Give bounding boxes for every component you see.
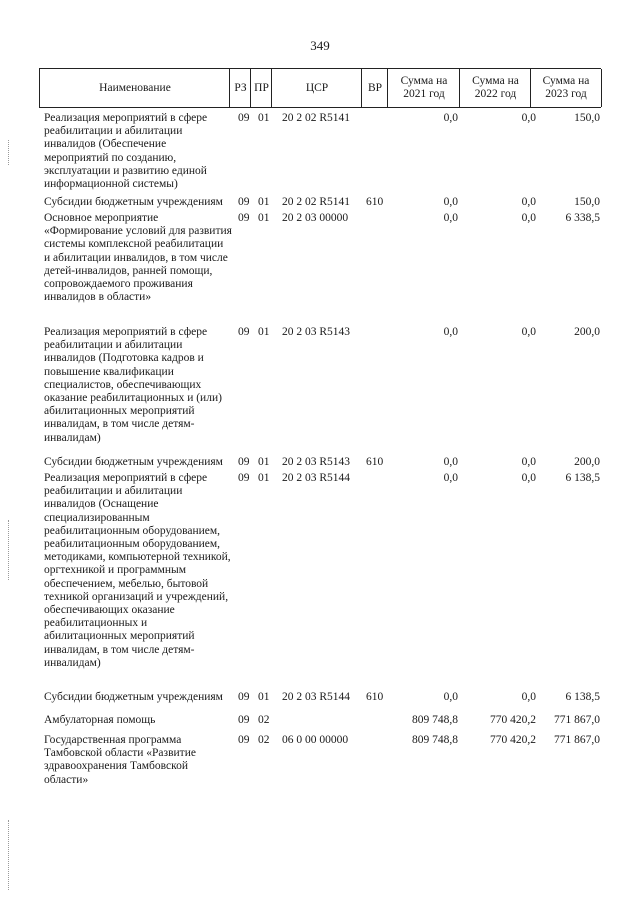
cell-rz: 09: [238, 112, 250, 124]
header-vr: ВР: [361, 69, 388, 107]
cell-name: Субсидии бюджетным учреждениям: [44, 691, 223, 703]
cell-name: Государственная программа Тамбовской области «Развитие здравоохранения Тамбовской области»: [44, 734, 196, 786]
scan-artifact: [8, 140, 10, 165]
header-sum-2023: Сумма на 2023 год: [530, 69, 602, 107]
cell-s1: 0,0: [443, 472, 458, 484]
cell-pr: 01: [258, 326, 270, 338]
cell-s2: 0,0: [521, 472, 536, 484]
cell-csr: 06 0 00 00000: [282, 734, 349, 746]
cell-s1: 0,0: [443, 196, 458, 208]
cell-pr: 01: [258, 456, 270, 468]
cell-rz: 09: [238, 472, 250, 484]
cell-rz: 09: [238, 691, 250, 703]
cell-s3: 6 138,5: [565, 691, 600, 703]
cell-pr: 02: [258, 714, 270, 726]
cell-name: Реализация мероприятий в сфере реабилитации и абилитации инвалидов (Оснащение специализированным реабилитационным оборудованием, реабилитационным оборудованием, методиками, компьютерной техникой, оргтехникой и программным обеспечением, мебелью, бытовой техникой организаций и учреждений, обеспечивающих оказание реабилитационных и абилитационных мероприятий инвалидам, в том числе детям-инвалидам): [44, 472, 231, 669]
header-csr: ЦСР: [271, 69, 362, 107]
cell-pr: 01: [258, 112, 270, 124]
cell-name: Реализация мероприятий в сфере реабилитации и абилитации инвалидов (Обеспечение мероприятий по созданию, эксплуатации и развитию единой информационной системы): [44, 112, 208, 191]
header-sum-2021: Сумма на 2021 год: [387, 69, 460, 107]
cell-rz: 09: [238, 456, 250, 468]
cell-rz: 09: [238, 196, 250, 208]
cell-s2: 0,0: [521, 326, 536, 338]
cell-s2: 0,0: [521, 112, 536, 124]
header-pr: ПР: [250, 69, 272, 107]
cell-s2: 0,0: [521, 456, 536, 468]
cell-s3: 771 867,0: [554, 734, 600, 746]
cell-csr: 20 2 03 R5143: [282, 456, 351, 468]
cell-name: Амбулаторная помощь: [44, 714, 156, 726]
cell-s2: 770 420,2: [490, 734, 536, 746]
cell-s3: 200,0: [574, 326, 600, 338]
cell-s2: 0,0: [521, 691, 536, 703]
cell-s1: 0,0: [443, 212, 458, 224]
cell-csr: 20 2 02 R5141: [282, 196, 351, 208]
cell-csr: 20 2 03 00000: [282, 212, 349, 224]
scan-artifact: [8, 820, 10, 890]
header-sum-2022: Сумма на 2022 год: [459, 69, 531, 107]
cell-rz: 09: [238, 326, 250, 338]
cell-s3: 150,0: [574, 196, 600, 208]
cell-s2: 0,0: [521, 196, 536, 208]
cell-csr: 20 2 03 R5143: [282, 326, 351, 338]
cell-csr: 20 2 02 R5141: [282, 112, 351, 124]
cell-s3: 200,0: [574, 456, 600, 468]
cell-s3: 6 138,5: [565, 472, 600, 484]
cell-s1: 0,0: [443, 456, 458, 468]
cell-pr: 01: [258, 212, 270, 224]
cell-s2: 0,0: [521, 212, 536, 224]
cell-vr: 610: [366, 691, 384, 703]
cell-s3: 771 867,0: [554, 714, 600, 726]
cell-s1: 809 748,8: [412, 714, 458, 726]
cell-pr: 01: [258, 472, 270, 484]
cell-vr: 610: [366, 456, 384, 468]
page-number: 349: [310, 38, 330, 53]
cell-pr: 02: [258, 734, 270, 746]
cell-s3: 6 338,5: [565, 212, 600, 224]
cell-s2: 770 420,2: [490, 714, 536, 726]
cell-name: Субсидии бюджетным учреждениям: [44, 456, 223, 468]
cell-name: Основное мероприятие «Формирование условий для развития системы комплексной реабилитации и абилитации инвалидов, в том числе детей-инвалидов, ранней помощи, сопровождаемого проживания инвалидов в области»: [44, 212, 232, 304]
cell-name: Реализация мероприятий в сфере реабилитации и абилитации инвалидов (Подготовка кадров и повышение квалификации специалистов, обеспечивающих оказание реабилитационных и (или) абилитационных мероприятий инвалидам, в том числе детям-инвалидам): [44, 326, 222, 444]
table-header: [39, 68, 601, 108]
cell-rz: 09: [238, 734, 250, 746]
cell-csr: 20 2 03 R5144: [282, 472, 351, 484]
cell-s1: 0,0: [443, 326, 458, 338]
cell-s1: 0,0: [443, 112, 458, 124]
cell-s1: 0,0: [443, 691, 458, 703]
cell-pr: 01: [258, 196, 270, 208]
cell-s3: 150,0: [574, 112, 600, 124]
cell-pr: 01: [258, 691, 270, 703]
cell-rz: 09: [238, 212, 250, 224]
cell-name: Субсидии бюджетным учреждениям: [44, 196, 223, 208]
scan-artifact: [8, 520, 10, 580]
cell-rz: 09: [238, 714, 250, 726]
cell-vr: 610: [366, 196, 384, 208]
header-rz: РЗ: [229, 69, 251, 107]
header-name: Наименование: [39, 69, 230, 107]
cell-s1: 809 748,8: [412, 734, 458, 746]
cell-csr: 20 2 03 R5144: [282, 691, 351, 703]
